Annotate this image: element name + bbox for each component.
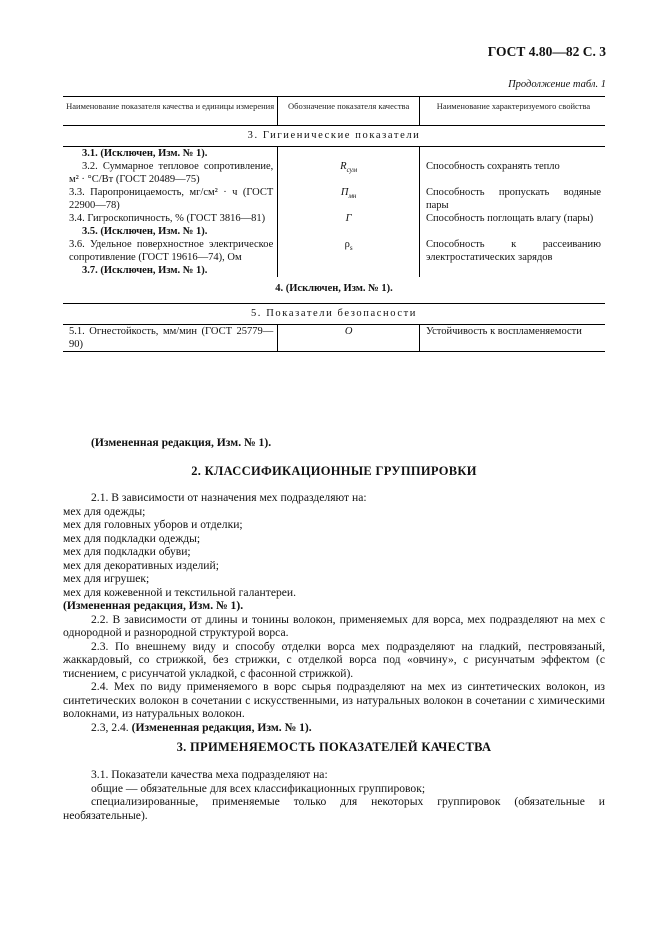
page-header: ГОСТ 4.80—82 С. 3 xyxy=(487,44,606,59)
paragraph-2-2: 2.2. В зависимости от длины и тонины волокон, применяемых для ворса, мех подразделяют на мех с однородной и разнородной структурой ворса. xyxy=(63,612,605,639)
row-name: 3.5. (Исключен, Изм. № 1). xyxy=(82,226,208,237)
table-continuation: Продолжение табл. 1 xyxy=(508,79,606,90)
row-name: 3.3. Паропроницаемость, мг/см² · ч (ГОСТ 22900—78) xyxy=(69,187,274,211)
col-header-name: Наименование показателя качества и единицы измерения xyxy=(63,97,278,126)
col-header-property: Наименование характеризуемого свойства xyxy=(419,97,605,126)
paragraph-2-4: 2.4. Мех по виду применяемого в ворс сырья подразделяют на мех из синтетических волокон, из синтетических волокон в сочетании с искусственными, из натуральных волокон в сочетании с химическими волокнами, из натуральных волокон. xyxy=(63,680,605,720)
section-2-title: 2. КЛАССИФИКАЦИОННЫЕ ГРУППИРОВКИ xyxy=(191,464,477,478)
note-amended: (Измененная редакция, Изм. № 1). xyxy=(63,599,244,612)
row-property: Способность к рассеиванию электростатических зарядов xyxy=(419,238,605,264)
paragraph-general: общие — обязательные для всех классификационных группировок; xyxy=(91,781,426,795)
paragraph-2-3-2-4: 2.3, 2.4. (Измененная редакция, Изм. № 1). xyxy=(91,720,312,734)
row-property: Способность сохранять тепло xyxy=(419,160,605,186)
row-name: 3.2. Суммарное тепловое сопротивление, м² · °С/Вт (ГОСТ 20489—75) xyxy=(69,161,274,185)
row-name: 3.4. Гигроскопичность, % (ГОСТ 3816—81) xyxy=(69,213,266,224)
table-row xyxy=(63,160,605,186)
table-row xyxy=(63,238,605,264)
col-header-symbol: Обозначение показателя качества xyxy=(278,97,420,126)
row-symbol: О xyxy=(278,325,420,352)
table-row xyxy=(63,325,605,352)
row-symbol: $R_{сум}$ xyxy=(278,160,420,186)
section-hygienic: 3. Гигиенические показатели xyxy=(63,126,605,147)
table-row xyxy=(63,147,605,161)
list-item: мех для подкладки одежды; xyxy=(63,531,201,545)
table-row xyxy=(63,225,605,238)
section-3-title: 3. ПРИМЕНЯЕМОСТЬ ПОКАЗАТЕЛЕЙ КАЧЕСТВА xyxy=(176,740,492,754)
section-safety: 5. Показатели безопасности xyxy=(63,304,605,325)
quality-indicators-table xyxy=(63,96,605,352)
list-item: мех для одежды; xyxy=(63,504,146,518)
paragraph-special: специализированные, применяемые только для некоторых группировок (обязательные и необязательные). xyxy=(63,795,605,822)
list-item: мех для головных уборов и отделки; xyxy=(63,518,243,531)
section-2-body xyxy=(63,491,605,734)
table-row xyxy=(63,264,605,277)
list-item: мех для подкладки обуви; xyxy=(63,545,191,558)
paragraph-2-3: 2.3. По внешнему виду и способу отделки ворса мех подразделяют на гладкий, пестровязаный, жаккардовый, со стрижкой, без стрижки, с отделкой ворса под «овчину», с рисунчатым эффектом (с тиснением, с рисунчатой укладкой, с фасонной стрижкой). xyxy=(63,639,605,680)
row-property: Способность поглощать влагу (пары) xyxy=(419,212,605,225)
row-property: Устойчивость к воспламеняемости xyxy=(419,325,605,352)
list-item: мех для игрушек; xyxy=(63,572,150,585)
row-symbol: $\rho_s$ xyxy=(278,238,420,264)
paragraph-2-1: 2.1. В зависимости от назначения мех подразделяют на: xyxy=(91,491,367,504)
table-row xyxy=(63,186,605,212)
list-item: мех для декоративных изделий; xyxy=(63,558,219,572)
row-name: 5.1. Огнестойкость, мм/мин (ГОСТ 25779—90) xyxy=(69,326,274,350)
table-row xyxy=(63,212,605,225)
row-property: Способность пропускать водяные пары xyxy=(419,186,605,212)
row-name: 3.6. Удельное поверхностное электрическое сопротивление (ГОСТ 19616—74), Ом xyxy=(69,239,274,263)
row-name: 3.1. (Исключен, Изм. № 1). xyxy=(82,148,208,159)
paragraph-3-1: 3.1. Показатели качества меха подразделяют на: xyxy=(91,768,328,781)
section-4-excluded: 4. (Исключен, Изм. № 1). xyxy=(63,277,605,304)
list-item: мех для кожевенной и текстильной галантереи. xyxy=(63,585,297,599)
row-symbol: $П_{мн}$ xyxy=(278,186,420,212)
row-name: 3.7. (Исключен, Изм. № 1). xyxy=(82,265,208,276)
row-symbol: Г xyxy=(278,212,420,225)
note-amended: (Измененная редакция, Изм. № 1). xyxy=(91,436,272,449)
section-3-body xyxy=(63,768,605,822)
